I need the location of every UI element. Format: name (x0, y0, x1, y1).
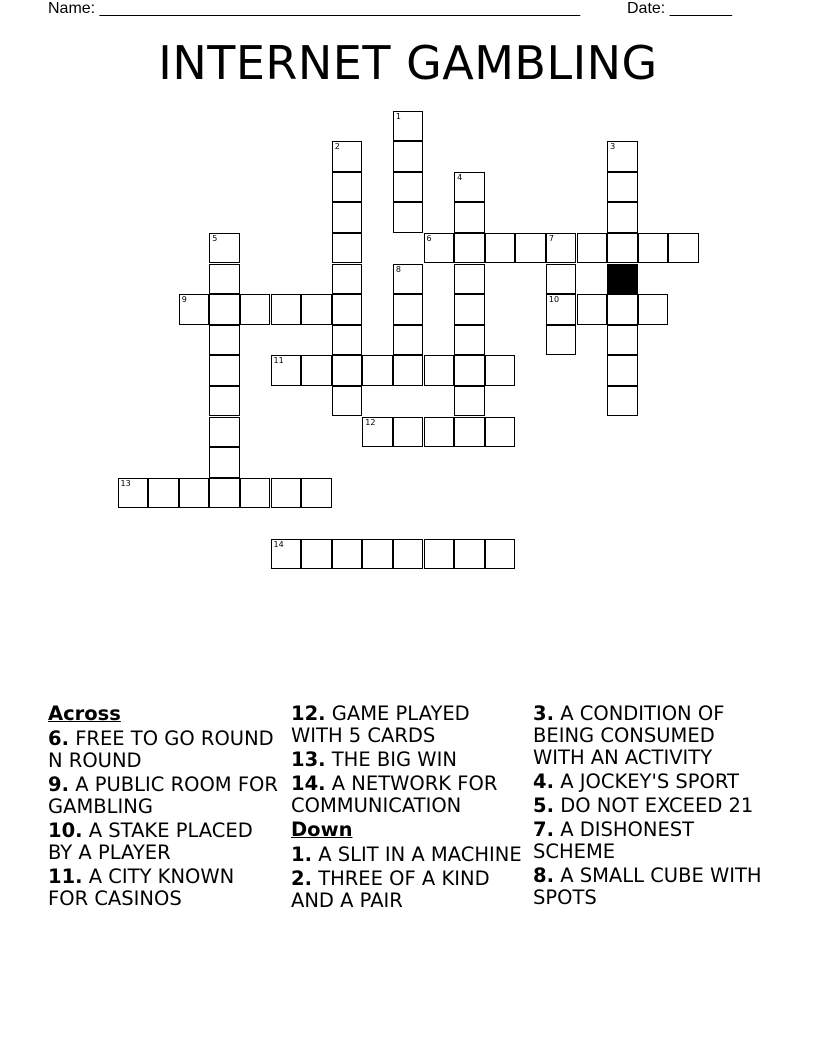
grid-cell[interactable] (240, 478, 271, 509)
grid-cell[interactable] (638, 294, 669, 325)
grid-cell[interactable] (271, 478, 302, 509)
grid-cell[interactable] (607, 202, 638, 233)
across-clue-14: 14. A NETWORK FOR COMMUNICATION (291, 772, 498, 817)
grid-cell[interactable] (271, 539, 302, 570)
cell-number: 3 (610, 142, 616, 152)
grid-cell[interactable] (209, 264, 240, 295)
grid-cell[interactable] (393, 264, 424, 295)
across-clue-10: 10. A STAKE PLACED BY A PLAYER (48, 819, 253, 864)
cell-number: 4 (457, 172, 463, 182)
grid-cell[interactable] (454, 202, 485, 233)
grid-cell[interactable] (454, 355, 485, 386)
grid-cell[interactable] (424, 417, 455, 448)
cell-number: 9 (181, 295, 187, 305)
grid-cell[interactable] (209, 355, 240, 386)
grid-cell[interactable] (332, 264, 363, 295)
grid-cell[interactable] (271, 355, 302, 386)
date-field-label: Date: _______ (627, 0, 732, 17)
grid-cell[interactable] (454, 233, 485, 264)
grid-cell[interactable] (332, 539, 363, 570)
grid-cell[interactable] (546, 233, 577, 264)
puzzle-title: INTERNET GAMBLING (158, 36, 658, 90)
down-clue-4: 4. A JOCKEY'S SPORT (533, 770, 739, 793)
grid-cell[interactable] (332, 325, 363, 356)
cell-number: 1 (395, 111, 401, 121)
grid-cell[interactable] (607, 233, 638, 264)
grid-cell[interactable] (209, 233, 240, 264)
grid-cell[interactable] (301, 294, 332, 325)
grid-cell[interactable] (209, 386, 240, 417)
grid-cell[interactable] (546, 294, 577, 325)
grid-cell[interactable] (424, 539, 455, 570)
grid-cell[interactable] (393, 111, 424, 142)
grid-cell[interactable] (209, 294, 240, 325)
grid-cell[interactable] (332, 355, 363, 386)
grid-cell[interactable] (118, 478, 149, 509)
cell-number: 13 (120, 478, 131, 488)
grid-cell[interactable] (485, 539, 516, 570)
down-clue-5: 5. DO NOT EXCEED 21 (533, 794, 754, 817)
cell-number: 14 (273, 539, 284, 549)
clue-column-1 (48, 703, 280, 912)
grid-cell[interactable] (515, 233, 546, 264)
cell-number: 7 (548, 233, 554, 243)
cell-number: 12 (365, 417, 376, 427)
grid-cell[interactable] (148, 478, 179, 509)
grid-cell[interactable] (209, 325, 240, 356)
down-clue-2: 2. THREE OF A KIND AND A PAIR (291, 867, 490, 912)
grid-cell[interactable] (362, 417, 393, 448)
grid-cell[interactable] (607, 386, 638, 417)
cell-number: 5 (212, 233, 218, 243)
grid-cell[interactable] (607, 294, 638, 325)
across-clue-13: 13. THE BIG WIN (291, 748, 457, 771)
grid-cell[interactable] (332, 202, 363, 233)
grid-cell[interactable] (301, 355, 332, 386)
grid-cell[interactable] (454, 325, 485, 356)
grid-cell[interactable] (332, 294, 363, 325)
grid-cell[interactable] (485, 417, 516, 448)
down-clue-7: 7. A DISHONEST SCHEME (533, 818, 695, 863)
grid-cell[interactable] (607, 141, 638, 172)
across-clue-12: 12. GAME PLAYED WITH 5 CARDS (291, 702, 470, 747)
grid-cell[interactable] (424, 233, 455, 264)
grid-cell[interactable] (179, 478, 210, 509)
grid-cell[interactable] (240, 294, 271, 325)
grid-cell[interactable] (638, 233, 669, 264)
grid-cell[interactable] (393, 355, 424, 386)
grid-cell[interactable] (362, 355, 393, 386)
cell-number: 2 (334, 142, 340, 152)
grid-cell[interactable] (393, 417, 424, 448)
grid-cell[interactable] (607, 325, 638, 356)
grid-cell[interactable] (393, 172, 424, 203)
grid-cell[interactable] (209, 417, 240, 448)
grid-cell[interactable] (393, 539, 424, 570)
grid-cell[interactable] (607, 172, 638, 203)
cell-number: 11 (273, 356, 284, 366)
grid-cell[interactable] (454, 417, 485, 448)
down-clue-1: 1. A SLIT IN A MACHINE (291, 843, 522, 866)
grid-cell[interactable] (577, 233, 608, 264)
grid-cell[interactable] (301, 478, 332, 509)
grid-cell[interactable] (301, 539, 332, 570)
grid-cell[interactable] (485, 355, 516, 386)
grid-cell[interactable] (332, 141, 363, 172)
grid-cell[interactable] (424, 355, 455, 386)
cell-number: 6 (426, 233, 432, 243)
grid-cell[interactable] (454, 294, 485, 325)
grid-cell[interactable] (393, 325, 424, 356)
down-clue-8: 8. A SMALL CUBE WITH SPOTS (533, 864, 762, 909)
grid-cell[interactable] (393, 202, 424, 233)
cell-number: 8 (395, 264, 401, 274)
grid-cell[interactable] (393, 294, 424, 325)
across-clue-11: 11. A CITY KNOWN FOR CASINOS (48, 865, 235, 910)
across-clue-9: 9. A PUBLIC ROOM FOR GAMBLING (48, 773, 278, 818)
grid-cell[interactable] (209, 447, 240, 478)
grid-cell[interactable] (546, 264, 577, 295)
clue-column-3 (533, 703, 765, 911)
across-clue-6: 6. FREE TO GO ROUND N ROUND (48, 727, 274, 772)
down-heading: Down (291, 818, 353, 841)
clue-column-2 (291, 703, 523, 914)
grid-cell[interactable] (454, 172, 485, 203)
grid-cell[interactable] (668, 233, 699, 264)
name-field-label: Name: ______________________________________________________ (48, 0, 581, 17)
grid-cell[interactable] (393, 141, 424, 172)
grid-cell[interactable] (607, 355, 638, 386)
across-heading: Across (48, 702, 121, 725)
down-clue-3: 3. A CONDITION OF BEING CONSUMED WITH AN ACTIVITY (533, 702, 725, 769)
grid-cell[interactable] (546, 325, 577, 356)
grid-cell[interactable] (577, 294, 608, 325)
grid-cell[interactable] (271, 294, 302, 325)
grid-cell[interactable] (454, 264, 485, 295)
grid-cell[interactable] (454, 386, 485, 417)
grid-cell[interactable] (332, 172, 363, 203)
grid-cell[interactable] (362, 539, 393, 570)
cell-number: 10 (548, 295, 560, 305)
grid-cell[interactable] (332, 386, 363, 417)
grid-cell[interactable] (179, 294, 210, 325)
grid-cell[interactable] (485, 233, 516, 264)
grid-cell[interactable] (209, 478, 240, 509)
grid-cell[interactable] (332, 233, 363, 264)
black-cell (607, 264, 638, 295)
grid-cell[interactable] (454, 539, 485, 570)
